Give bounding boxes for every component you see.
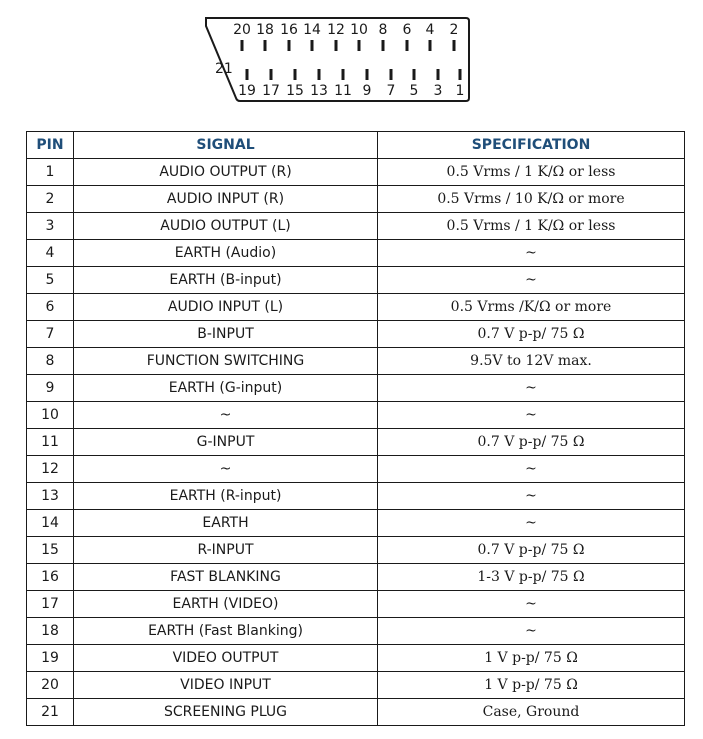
specification-cell: 0.7 V p-p/ 75 Ω bbox=[378, 537, 685, 564]
specification-cell: ~ bbox=[378, 618, 685, 645]
pin-label-6: 6 bbox=[402, 22, 412, 38]
pin-label-10: 10 bbox=[350, 22, 368, 38]
table-row bbox=[27, 483, 685, 510]
pin-contact-13 bbox=[318, 69, 321, 80]
pin-contact-12 bbox=[335, 40, 338, 51]
pin-contact-6 bbox=[406, 40, 409, 51]
table-row bbox=[27, 618, 685, 645]
pin-cell: 6 bbox=[27, 294, 74, 321]
pin-contact-20 bbox=[241, 40, 244, 51]
specification-cell: ~ bbox=[378, 456, 685, 483]
pin-cell: 19 bbox=[27, 645, 74, 672]
pin-label-12: 12 bbox=[327, 22, 345, 38]
pin-contact-4 bbox=[429, 40, 432, 51]
signal-cell: EARTH (G-input) bbox=[74, 375, 378, 402]
pin-contact-8 bbox=[382, 40, 385, 51]
table-row bbox=[27, 348, 685, 375]
pin-cell: 21 bbox=[27, 699, 74, 726]
specification-cell: 0.5 Vrms /K/Ω or more bbox=[378, 294, 685, 321]
signal-cell: AUDIO OUTPUT (L) bbox=[74, 213, 378, 240]
pin-assignment-table bbox=[26, 131, 685, 726]
pin-label-2: 2 bbox=[449, 22, 459, 38]
pin-label-17: 17 bbox=[262, 83, 280, 99]
pin-label-19: 19 bbox=[238, 83, 256, 99]
specification-cell: ~ bbox=[378, 591, 685, 618]
specification-cell: ~ bbox=[378, 483, 685, 510]
pin-cell: 18 bbox=[27, 618, 74, 645]
pin-label-9: 9 bbox=[362, 83, 372, 99]
pin-cell: 2 bbox=[27, 186, 74, 213]
header-signal: SIGNAL bbox=[74, 132, 378, 159]
pin-contact-15 bbox=[294, 69, 297, 80]
pin-label-5: 5 bbox=[409, 83, 419, 99]
table-header-row bbox=[27, 132, 685, 159]
pin-cell: 7 bbox=[27, 321, 74, 348]
specification-cell: ~ bbox=[378, 240, 685, 267]
header-pin: PIN bbox=[27, 132, 74, 159]
specification-cell: ~ bbox=[378, 375, 685, 402]
signal-cell: FAST BLANKING bbox=[74, 564, 378, 591]
pin-cell: 5 bbox=[27, 267, 74, 294]
specification-cell: ~ bbox=[378, 267, 685, 294]
table-row bbox=[27, 645, 685, 672]
signal-cell: EARTH (B-input) bbox=[74, 267, 378, 294]
pin-cell: 4 bbox=[27, 240, 74, 267]
signal-cell: ~ bbox=[74, 402, 378, 429]
signal-cell: B-INPUT bbox=[74, 321, 378, 348]
pin-contact-3 bbox=[437, 69, 440, 80]
pin-label-13: 13 bbox=[310, 83, 328, 99]
specification-cell: ~ bbox=[378, 510, 685, 537]
pin-cell: 1 bbox=[27, 159, 74, 186]
specification-cell: 0.7 V p-p/ 75 Ω bbox=[378, 321, 685, 348]
pin-contact-14 bbox=[311, 40, 314, 51]
pin-label-7: 7 bbox=[386, 83, 396, 99]
table-row bbox=[27, 564, 685, 591]
table-row bbox=[27, 672, 685, 699]
pin-contact-16 bbox=[288, 40, 291, 51]
pin-label-16: 16 bbox=[280, 22, 298, 38]
pin-cell: 14 bbox=[27, 510, 74, 537]
table-row bbox=[27, 375, 685, 402]
pin-contact-18 bbox=[264, 40, 267, 51]
table-row bbox=[27, 537, 685, 564]
pin-cell: 13 bbox=[27, 483, 74, 510]
pin-contact-1 bbox=[459, 69, 462, 80]
table-row bbox=[27, 267, 685, 294]
pin-cell: 3 bbox=[27, 213, 74, 240]
header-specification: SPECIFICATION bbox=[378, 132, 685, 159]
signal-cell: G-INPUT bbox=[74, 429, 378, 456]
pin-cell: 12 bbox=[27, 456, 74, 483]
specification-cell: ~ bbox=[378, 402, 685, 429]
pin-contact-10 bbox=[358, 40, 361, 51]
signal-cell: VIDEO OUTPUT bbox=[74, 645, 378, 672]
specification-cell: 0.5 Vrms / 1 K/Ω or less bbox=[378, 159, 685, 186]
signal-cell: VIDEO INPUT bbox=[74, 672, 378, 699]
signal-cell: AUDIO INPUT (L) bbox=[74, 294, 378, 321]
table-row bbox=[27, 429, 685, 456]
pin-contact-17 bbox=[270, 69, 273, 80]
pin-label-11: 11 bbox=[334, 83, 352, 99]
table-row bbox=[27, 510, 685, 537]
pin-contact-2 bbox=[453, 40, 456, 51]
table-body bbox=[27, 159, 685, 726]
pin-contact-9 bbox=[366, 69, 369, 80]
signal-cell: FUNCTION SWITCHING bbox=[74, 348, 378, 375]
pin-cell: 10 bbox=[27, 402, 74, 429]
specification-cell: 0.5 Vrms / 10 K/Ω or more bbox=[378, 186, 685, 213]
signal-cell: EARTH (VIDEO) bbox=[74, 591, 378, 618]
specification-cell: 9.5V to 12V max. bbox=[378, 348, 685, 375]
table-row bbox=[27, 699, 685, 726]
pin-label-21: 21 bbox=[215, 61, 233, 77]
pin-contact-11 bbox=[342, 69, 345, 80]
signal-cell: AUDIO INPUT (R) bbox=[74, 186, 378, 213]
table-row bbox=[27, 186, 685, 213]
pin-label-8: 8 bbox=[378, 22, 388, 38]
pin-label-18: 18 bbox=[256, 22, 274, 38]
pin-cell: 16 bbox=[27, 564, 74, 591]
pin-label-14: 14 bbox=[303, 22, 321, 38]
pin-contact-7 bbox=[390, 69, 393, 80]
table-row bbox=[27, 294, 685, 321]
signal-cell: EARTH (Fast Blanking) bbox=[74, 618, 378, 645]
pin-label-20: 20 bbox=[233, 22, 251, 38]
table-row bbox=[27, 321, 685, 348]
table-row bbox=[27, 591, 685, 618]
table-row bbox=[27, 402, 685, 429]
signal-cell: EARTH bbox=[74, 510, 378, 537]
pin-label-15: 15 bbox=[286, 83, 304, 99]
specification-cell: 1 V p-p/ 75 Ω bbox=[378, 645, 685, 672]
signal-cell: EARTH (R-input) bbox=[74, 483, 378, 510]
pin-contact-5 bbox=[413, 69, 416, 80]
table-row bbox=[27, 240, 685, 267]
signal-cell: R-INPUT bbox=[74, 537, 378, 564]
signal-cell: EARTH (Audio) bbox=[74, 240, 378, 267]
signal-cell: SCREENING PLUG bbox=[74, 699, 378, 726]
specification-cell: 1-3 V p-p/ 75 Ω bbox=[378, 564, 685, 591]
pin-label-4: 4 bbox=[425, 22, 435, 38]
scart-connector-diagram bbox=[0, 0, 703, 110]
table-row bbox=[27, 456, 685, 483]
pin-cell: 9 bbox=[27, 375, 74, 402]
pin-contact-19 bbox=[246, 69, 249, 80]
pin-cell: 8 bbox=[27, 348, 74, 375]
specification-cell: 0.7 V p-p/ 75 Ω bbox=[378, 429, 685, 456]
pin-cell: 20 bbox=[27, 672, 74, 699]
specification-cell: 0.5 Vrms / 1 K/Ω or less bbox=[378, 213, 685, 240]
signal-cell: ~ bbox=[74, 456, 378, 483]
specification-cell: 1 V p-p/ 75 Ω bbox=[378, 672, 685, 699]
pin-label-1: 1 bbox=[455, 83, 465, 99]
signal-cell: AUDIO OUTPUT (R) bbox=[74, 159, 378, 186]
pin-cell: 15 bbox=[27, 537, 74, 564]
table-row bbox=[27, 159, 685, 186]
table-row bbox=[27, 213, 685, 240]
pin-cell: 11 bbox=[27, 429, 74, 456]
pin-cell: 17 bbox=[27, 591, 74, 618]
specification-cell: Case, Ground bbox=[378, 699, 685, 726]
pin-label-3: 3 bbox=[433, 83, 443, 99]
